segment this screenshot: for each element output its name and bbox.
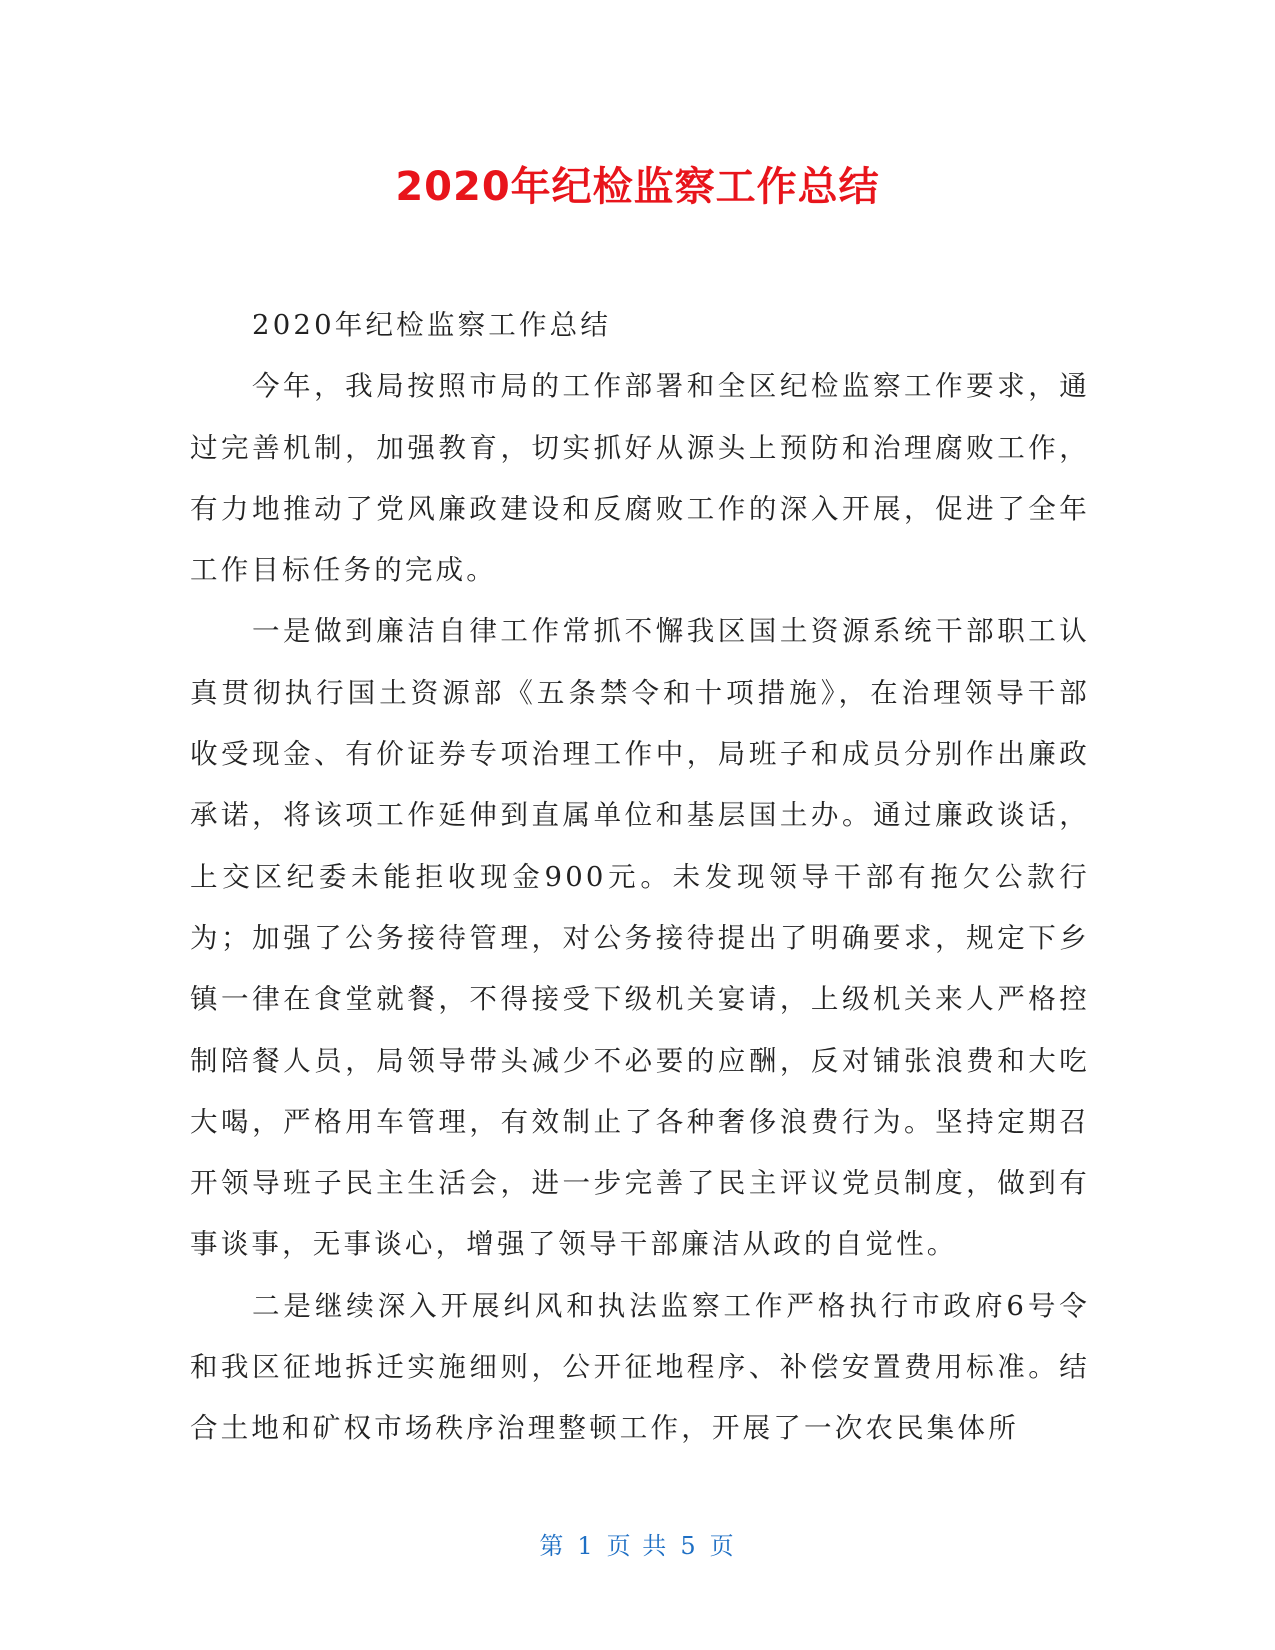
document-title: 2020年纪检监察工作总结 (395, 164, 880, 210)
paragraph-point-two: 二是继续深入开展纠风和执法监察工作严格执行市政府6号令和我区征地拆迁实施细则，公开征地程序、补偿安置费用标准。结合土地和矿权市场秩序治理整顿工作，开展了一次农民集体所 (190, 1289, 1090, 1445)
document-body (190, 295, 1090, 1460)
footer-suffix: 页 (709, 1532, 736, 1560)
footer-middle: 页 共 (606, 1532, 669, 1560)
footer-prefix: 第 (539, 1532, 566, 1560)
page-footer (0, 1531, 1275, 1561)
paragraph-intro: 今年，我局按照市局的工作部署和全区纪检监察工作要求，通过完善机制，加强教育，切实抓好从源头上预防和治理腐败工作，有力地推动了党风廉政建设和反腐败工作的深入开展，促进了全年工作目标任务的完成。 (190, 370, 1090, 587)
paragraph-subtitle: 2020年纪检监察工作总结 (252, 309, 612, 341)
footer-page-number: 1 (577, 1532, 595, 1560)
footer-total-pages: 5 (680, 1532, 698, 1560)
paragraph-point-one: 一是做到廉洁自律工作常抓不懈我区国土资源系统干部职工认真贯彻执行国土资源部《五条禁令和十项措施》，在治理领导干部收受现金、有价证券专项治理工作中，局班子和成员分别作出廉政承诺，将该项工作延伸到直属单位和基层国土办。通过廉政谈话，上交区纪委未能拒收现金900元。未发现领导干部有拖欠公款行为；加强了公务接待管理，对公务接待提出了明确要求，规定下乡镇一律在食堂就餐，不得接受下级机关宴请，上级机关来人严格控制陪餐人员，局领导带头减少不必要的应酬，反对铺张浪费和大吃大喝，严格用车管理，有效制止了各种奢侈浪费行为。坚持定期召开领导班子民主生活会，进一步完善了民主评议党员制度，做到有事谈事，无事谈心，增强了领导干部廉洁从政的自觉性。 (190, 615, 1090, 1261)
